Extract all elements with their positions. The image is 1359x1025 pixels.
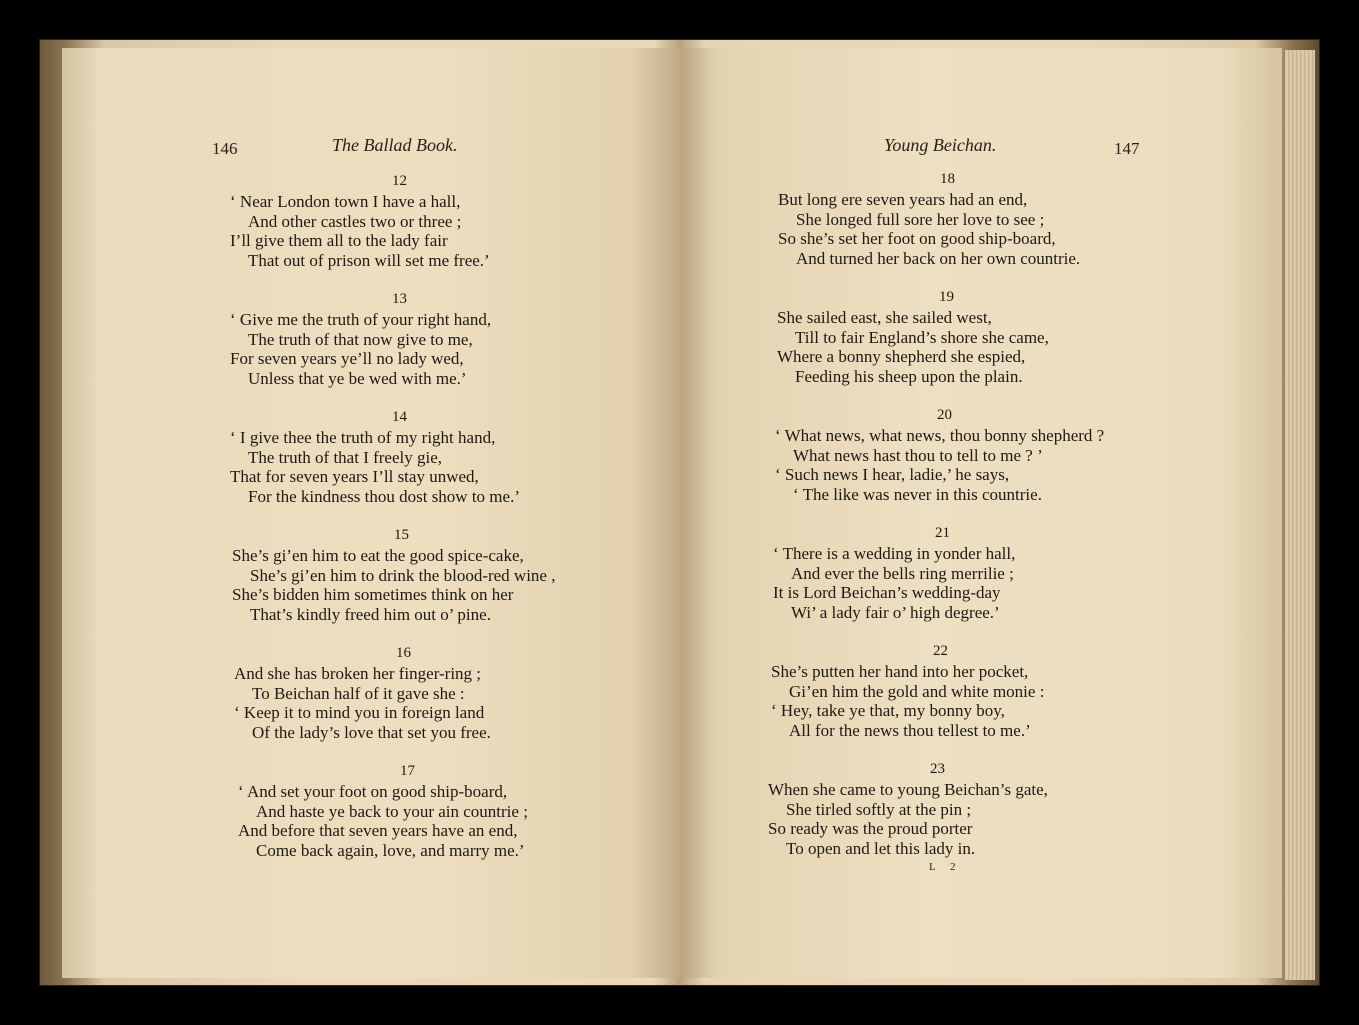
verse-line: The truth of that I freely gie, <box>248 447 443 467</box>
verse-line: ‘ Hey, take ye that, my bonny boy, <box>771 701 1005 721</box>
stanza <box>230 291 491 388</box>
page-number: 146 <box>212 139 238 158</box>
running-title: Young Beichan. <box>884 135 997 155</box>
verse-line: ‘ Give me the truth of your right hand, <box>230 310 492 329</box>
stanza-number: 18 <box>940 171 955 187</box>
page-edges <box>1285 50 1315 980</box>
verse-line: That out of prison will set me free.’ <box>248 250 490 270</box>
verse-line: And she has broken her finger-ring ; <box>234 664 482 683</box>
page-number: 147 <box>1114 139 1140 158</box>
verse-line: ‘ What news, what news, thou bonny shepherd ? <box>775 426 1105 445</box>
verse-line: That for seven years I’ll stay unwed, <box>230 467 479 487</box>
verse-line: That’s kindly freed him out o’ pine. <box>250 604 491 624</box>
stanza-number: 13 <box>392 291 407 307</box>
verse-line: ‘ Keep it to mind you in foreign land <box>234 703 485 723</box>
verse-line: And ever the bells ring merrilie ; <box>791 563 1014 583</box>
verse-line: Where a bonny shepherd she espied, <box>777 347 1026 367</box>
verse-line: Till to fair England’s shore she came, <box>795 327 1049 347</box>
verse-line: When she came to young Beichan’s gate, <box>768 780 1048 799</box>
stanza <box>777 289 1049 386</box>
verse-line: The truth of that now give to me, <box>248 329 473 349</box>
verse-line: Wi’ a lady fair o’ high degree.’ <box>791 602 1000 622</box>
verse-line: Come back again, love, and marry me.’ <box>256 840 525 860</box>
verse-line: I’ll give them all to the lady fair <box>230 231 448 251</box>
verse-line: She’s putten her hand into her pocket, <box>771 662 1029 681</box>
verse-line: She sailed east, she sailed west, <box>777 308 992 327</box>
verse-line: For seven years ye’ll no lady wed, <box>230 349 464 369</box>
verse-line: But long ere seven years had an end, <box>778 190 1028 209</box>
verse-line: She longed full sore her love to see ; <box>796 209 1045 229</box>
signature-mark: L 2 <box>929 861 962 873</box>
verse-line: ‘ I give thee the truth of my right hand, <box>230 428 496 447</box>
verse-line: It is Lord Beichan’s wedding-day <box>773 583 1001 603</box>
verse-line: All for the news thou tellest to me.’ <box>789 720 1031 740</box>
verse-line: ‘ Near London town I have a hall, <box>230 192 461 211</box>
stanza-number: 22 <box>933 643 948 659</box>
verse-line: And other castles two or three ; <box>248 211 462 231</box>
verse-line: ‘ The like was never in this countrie. <box>793 484 1042 504</box>
running-title: The Ballad Book. <box>332 135 458 155</box>
verse-line: She’s gi’en him to drink the blood-red wine , <box>250 565 556 585</box>
stanza-number: 17 <box>400 763 415 779</box>
right-page <box>682 48 1282 978</box>
verse-line: Gi’en him the gold and white monie : <box>789 681 1045 701</box>
stanza <box>775 407 1104 504</box>
stanza-number: 14 <box>392 409 407 425</box>
verse-line: And haste ye back to your ain countrie ; <box>256 801 528 821</box>
verse-line: Feeding his sheep upon the plain. <box>795 366 1023 386</box>
stanza-number: 16 <box>396 645 411 661</box>
stanza <box>232 527 555 624</box>
verse-line: So she’s set her foot on good ship-board, <box>778 229 1056 249</box>
stanza-number: 21 <box>935 525 950 541</box>
stanza <box>773 525 1015 622</box>
verse-line: To Beichan half of it gave she : <box>252 683 465 703</box>
verse-line: And turned her back on her own countrie. <box>796 248 1081 268</box>
verse-line: What news hast thou to tell to me ? ’ <box>793 445 1043 465</box>
verse-line: To open and let this lady in. <box>786 838 976 858</box>
left-page <box>62 48 680 978</box>
verse-line: Unless that ye be wed with me.’ <box>248 368 467 388</box>
verse-line: She’s gi’en him to eat the good spice-cake, <box>232 546 524 565</box>
verse-line: Of the lady’s love that set you free. <box>252 722 491 742</box>
verse-line: And before that seven years have an end, <box>238 821 518 841</box>
verse-line: ‘ And set your foot on good ship-board, <box>238 782 508 801</box>
stanza <box>768 761 1048 858</box>
open-book <box>40 40 1319 985</box>
verse-line: She tirled softly at the pin ; <box>786 799 972 819</box>
stanza <box>238 763 528 860</box>
stanza <box>230 173 490 270</box>
stanza <box>230 409 520 506</box>
verse-line: So ready was the proud porter <box>768 819 973 839</box>
stanza-number: 19 <box>939 289 954 305</box>
verse-line: She’s bidden him sometimes think on her <box>232 585 514 605</box>
stanza-number: 12 <box>392 173 407 189</box>
stanza <box>771 643 1044 740</box>
verse-line: ‘ There is a wedding in yonder hall, <box>773 544 1016 563</box>
stanza-number: 15 <box>394 527 409 543</box>
stanza <box>234 645 491 742</box>
stanza-number: 23 <box>930 761 945 777</box>
stanza <box>778 171 1080 268</box>
verse-line: ‘ Such news I hear, ladie,’ he says, <box>775 465 1010 485</box>
verse-line: For the kindness thou dost show to me.’ <box>248 486 520 506</box>
stanza-number: 20 <box>937 407 952 423</box>
